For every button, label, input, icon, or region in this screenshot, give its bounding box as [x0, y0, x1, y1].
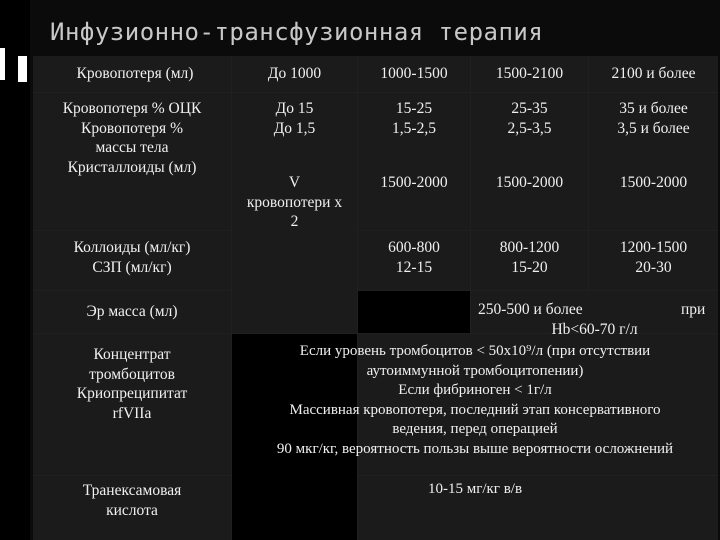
- col-header: 1000-1500: [380, 65, 448, 82]
- empty-cell: [358, 291, 470, 333]
- cell-value: 600-800 12-15: [388, 239, 440, 276]
- cell-value: 800-1200 15-20: [499, 239, 560, 276]
- col-header: 2100 и более: [611, 65, 696, 82]
- decorative-bar: [18, 56, 27, 82]
- header-label: Кровопотеря (мл): [76, 65, 194, 82]
- cell-value: 25-35 2,5-3,5: [507, 100, 552, 137]
- merged-text: 10-15 мг/кг в/в: [427, 481, 523, 497]
- cell-value: 1500-2000: [380, 174, 448, 191]
- slide-title: Инфузионно-трансфузионная терапия: [50, 18, 544, 46]
- cell-value: 250-500 и более: [478, 301, 583, 318]
- decorative-bar: [0, 48, 5, 80]
- cell-value: 1500-2000: [619, 174, 688, 191]
- col-header: 1500-2100: [495, 65, 564, 82]
- row-label: Коллоиды (мл/кг) СЗП (мл/кг): [73, 239, 191, 276]
- cell-value: Hb<60-70 г/л: [551, 321, 638, 338]
- cell-value: 1200-1500 20-30: [619, 239, 688, 276]
- col-header: До 1000: [267, 65, 322, 82]
- row-label: Транексамовая кислота: [82, 482, 182, 519]
- cell-value: 1500-2000: [495, 174, 564, 191]
- merged-text: Если уровень тромбоцитов < 50х10⁹/л (при отсутствии аутоиммунной тромбоцитопении) Если фибриноген < 1г/л Массивная кровопотеря, последний этап консервативного ведения, перед операцией 90 мкг/кг, вероятность пользы выше вероятности осложнений: [276, 343, 674, 457]
- cell-value: при: [681, 301, 706, 318]
- cell-value: 15-25 1,5-2,5: [392, 100, 436, 137]
- row-label: Кровопотеря % ОЦК Кровопотеря % массы тела Кристаллоиды (мл): [62, 100, 202, 176]
- cell-value: До 15 До 1,5: [273, 100, 316, 137]
- row-label: Эр масса (мл): [86, 303, 178, 320]
- row-label: Концентрат тромбоцитов Криопреципитат rfVIIa: [76, 346, 188, 422]
- cell-value: 35 и более 3,5 и более: [617, 100, 690, 137]
- cell-value: V кровопотери х 2: [246, 174, 343, 230]
